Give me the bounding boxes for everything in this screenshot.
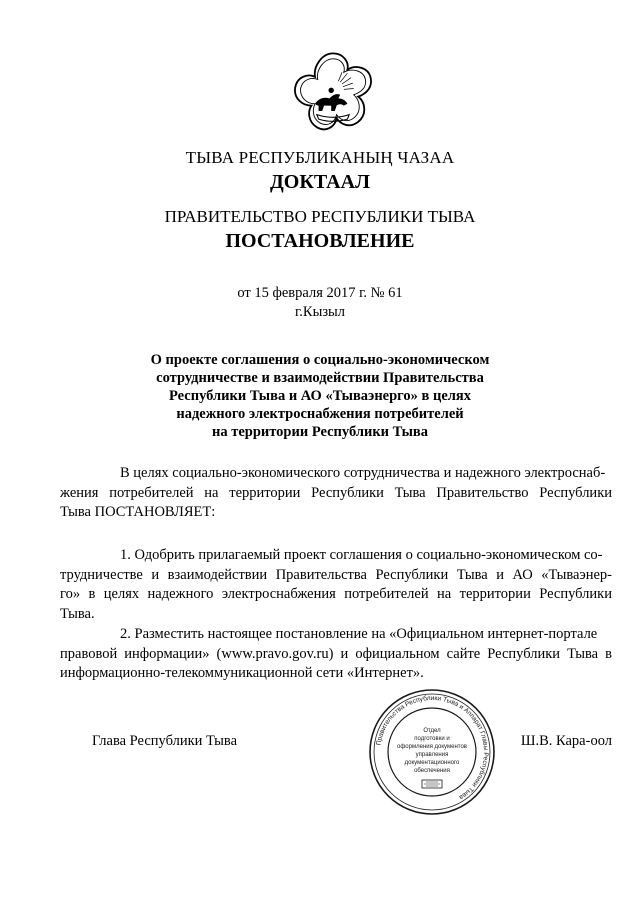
- paragraph-line: 2. Разместить настоящее постановление на «Официальном интернет-портале: [120, 626, 598, 642]
- paragraph-line: Тыва ПОСТАНОВЛЯЕТ:: [60, 504, 216, 520]
- paragraph-line: жения потребителей на территории Республики Тыва Правительство Республики: [60, 484, 612, 501]
- document-city: г.Кызыл: [294, 304, 346, 320]
- signer-position: Глава Республики Тыва: [92, 733, 238, 749]
- stamp-center-line: документационного: [404, 760, 460, 766]
- paragraph-line: правовой информации» (www.pravo.gov.ru) и официальном сайте Республики Тыва в: [60, 645, 612, 662]
- russian-government-name: ПРАВИТЕЛЬСТВО РЕСПУБЛИКИ ТЫВА: [164, 207, 476, 226]
- item-1-paragraph: [60, 546, 612, 624]
- title-line: сотрудничестве и взаимодействии Правительства: [156, 370, 484, 386]
- document-title: [140, 351, 500, 441]
- stamp-ring-text: Правительства Республики Тыва и Аппарат Главы Республики Тыва: [375, 694, 490, 801]
- document-date-number: от 15 февраля 2017 г. № 61: [237, 285, 403, 301]
- tuvan-government-name: ТЫВА РЕСПУБЛИКАНЫҢ ЧАЗАА: [185, 148, 455, 167]
- title-line: на территории Республики Тыва: [211, 424, 429, 440]
- official-stamp: [368, 688, 496, 816]
- paragraph-line: трудничестве и взаимодействии Правительства Республики Тыва и АО «Тываэнер-: [60, 566, 612, 583]
- stamp-center-line: Отдел: [423, 728, 441, 734]
- stamp-center-line: обеспечения: [414, 768, 450, 774]
- stamp-center-line: оформления документов: [397, 744, 467, 750]
- title-line: О проекте соглашения о социально-экономическом: [150, 352, 490, 368]
- stamp-center-line: подготовки и: [414, 736, 450, 742]
- title-line: надежного электроснабжения потребителей: [176, 406, 464, 422]
- title-line: Республики Тыва и АО «Тываэнерго» в целях: [169, 388, 471, 404]
- tuvan-document-type: ДОКТААЛ: [270, 171, 370, 193]
- paragraph-line: информационно-телекоммуникационной сети «Интернет».: [60, 665, 424, 681]
- paragraph-line: 1. Одобрить прилагаемый проект соглашения о социально-экономическом со-: [120, 547, 603, 563]
- paragraph-line: В целях социально-экономического сотрудничества и надежного электроснаб-: [120, 465, 606, 481]
- signer-name: Ш.В. Кара-оол: [520, 733, 612, 749]
- stamp-center-line: управления: [415, 752, 449, 758]
- coat-of-arms-emblem: [288, 48, 378, 138]
- paragraph-line: го» в целях надежного электроснабжения потребителей на территории Республики: [60, 586, 612, 602]
- item-2-paragraph: [60, 625, 612, 684]
- paragraph-line: Тыва.: [60, 605, 95, 622]
- russian-document-type: ПОСТАНОВЛЕНИЕ: [225, 230, 415, 252]
- intro-paragraph: [60, 464, 612, 523]
